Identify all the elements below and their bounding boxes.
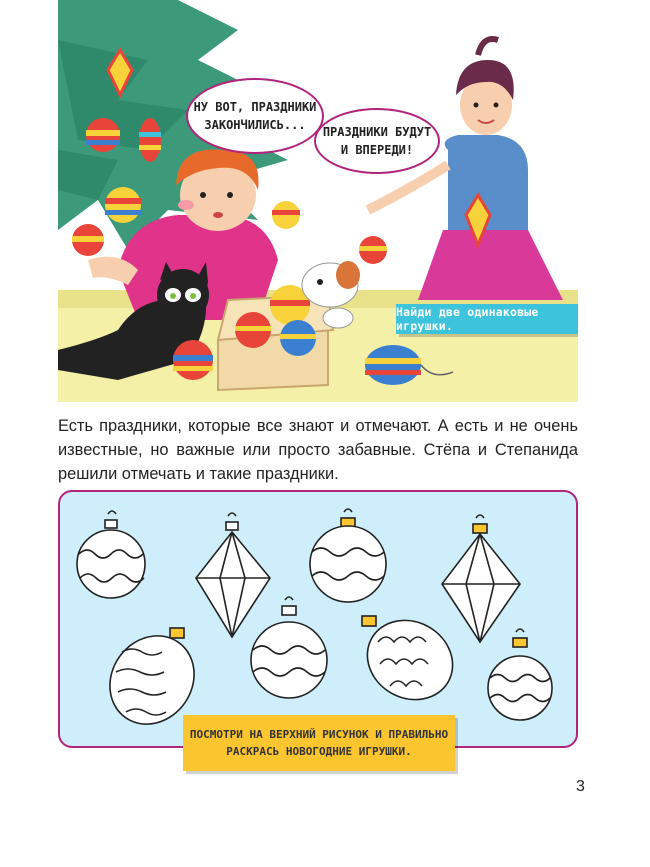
outline-oval-2 [353,605,467,715]
task-banner-text: Найди две одинаковые игрушки. [396,305,539,333]
page-number: 3 [576,778,585,795]
instruction-line-2: РАСКРАСЬ НОВОГОДНИЕ ИГРУШКИ. [226,745,412,758]
coloring-panel [58,490,578,748]
intro-paragraph: Есть праздники, которые все знают и отмечают. А есть и не очень известные, но важные или просто забавные. Стёпа и Степанида решили отмечать и такие праздники. [58,417,578,483]
boy-speech-bubble [186,78,324,154]
boy-speech-line-2: ЗАКОНЧИЛИСЬ... [204,118,306,132]
ornament-outlines [60,492,580,750]
instruction-banner [183,715,455,771]
christmas-scene-drawing [58,0,578,402]
instruction-line-1: ПОСМОТРИ НА ВЕРХНИЙ РИСУНОК И ПРАВИЛЬНО [189,728,449,741]
outline-ball-3 [251,597,327,698]
outline-ball-1 [77,511,145,598]
girl-speech-line-2: И ВПЕРЕДИ! [340,143,414,157]
outline-ball-4 [488,629,552,720]
top-illustration [58,0,578,402]
outline-ball-2 [310,509,386,602]
outline-diamond-2 [442,515,520,642]
girl-speech-line-1: ПРАЗДНИКИ БУДУТ [322,125,432,139]
boy-speech-line-1: НУ ВОТ, ПРАЗДНИКИ [193,100,317,114]
girl-speech-bubble [314,108,440,174]
task-banner [396,304,578,334]
outline-diamond-1 [196,513,270,637]
